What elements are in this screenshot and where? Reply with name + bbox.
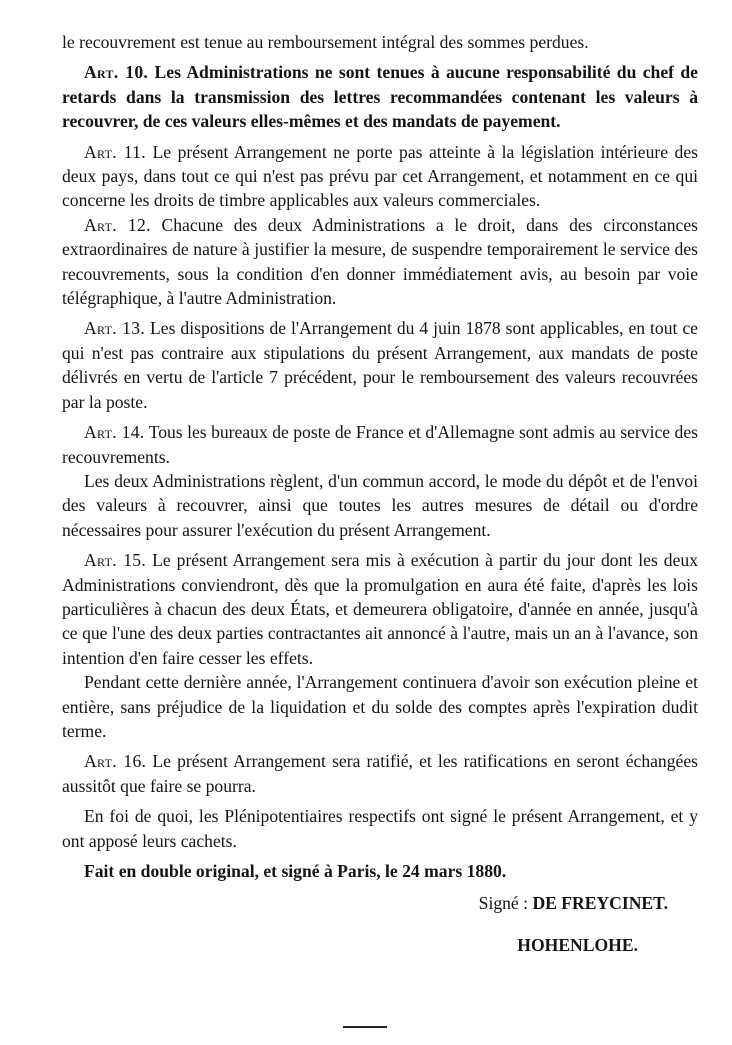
article-12-text: Chacune des deux Administrations a le droit, dans des circonstances extraordinaires de nature à justifier la mesure, de suspendre temporairement le service des recouvrements, sous la condition d'en donner immédiatement avis, au besoin par voie télégraphique, à l'autre Administration. [62, 214, 698, 309]
date-line: Fait en double original, et signé à Paris, le 24 mars 1880. [84, 861, 507, 881]
article-15 [62, 548, 698, 670]
signatory-de-freycinet: DE FREYCINET. [532, 893, 668, 914]
article-16-text: Le présent Arrangement sera ratifié, et les ratifications en seront échangées aussitôt que faire se pourra. [62, 751, 698, 796]
article-15-label: Art. 15. [84, 550, 147, 571]
signatory-hohenlohe: HOHENLOHE. [517, 935, 638, 956]
article-14-continued: Les deux Administrations règlent, d'un commun accord, le mode du dépôt et de l'envoi des valeurs à recouvrer, ainsi que toutes les autres mesures de détail ou d'ordre nécessaires pour assurer l'exécution du présent Arrangement. [62, 470, 698, 540]
article-13 [62, 316, 698, 414]
signature-block [62, 893, 698, 977]
article-16 [62, 749, 698, 798]
article-14-label: Art. 14. [84, 422, 145, 443]
article-15-continued: Pendant cette dernière année, l'Arrangement continuera d'avoir son exécution pleine et entière, sans préjudice de la liquidation et du solde des comptes après l'expiration dudit terme. [62, 672, 698, 741]
article-14-text: Tous les bureaux de poste de France et d'Allemagne sont admis au service des recouvrements. [62, 422, 698, 467]
paragraph-continuation: le recouvrement est tenue au remboursement intégral des sommes perdues. [62, 32, 589, 52]
signature-line-1 [479, 893, 668, 914]
article-13-label: Art. 13. [84, 318, 146, 339]
article-11-text: Le présent Arrangement ne porte pas atteinte à la législation intérieure des deux pays, dans tout ce qui n'est pas prévu par cet Arrangement, et notamment en ce qui concerne les droits de timbre applicables aux valeurs commerciales. [62, 141, 698, 211]
closing-rule [343, 1026, 387, 1028]
document-page [62, 30, 698, 977]
article-10-label: Art. 10. [84, 62, 149, 83]
article-14 [62, 420, 698, 469]
article-10 [62, 60, 698, 133]
article-15-text: Le présent Arrangement sera mis à exécution à partir du jour dont les deux Administrations conviendront, dès que la promulgation en aura été faite, d'après les lois particulières à chacun des deux États, et demeurera obligatoire, d'année en année, jusqu'à ce que l'une des deux parties contractantes ait annoncé à l'autre, mais un an à l'avance, son intention d'en faire cesser les effets. [62, 550, 698, 668]
article-16-label: Art. 16. [84, 751, 147, 772]
closing-paragraph: En foi de quoi, les Plénipotentiaires respectifs ont signé le présent Arrangement, et y ont apposé leurs cachets. [62, 806, 698, 851]
article-11-label: Art. 11. [84, 141, 146, 162]
article-12-label: Art. 12. [84, 214, 151, 235]
article-12 [62, 213, 698, 311]
article-11 [62, 140, 698, 213]
article-10-text: Les Administrations ne sont tenues à aucune responsabilité du chef de retards dans la transmission des lettres recommandées contenant les valeurs à recouvrer, de ces valeurs elles-mêmes et des mandats de payement. [62, 62, 698, 132]
article-13-text: Les dispositions de l'Arrangement du 4 juin 1878 sont applicables, en tout ce qui n'est pas contraire aux stipulations du présent Arrangement, aux mandats de poste délivrés en vertu de l'article 7 précédent, pour le remboursement des valeurs recouvrées par la poste. [62, 318, 698, 412]
signed-label: Signé : [478, 893, 529, 914]
